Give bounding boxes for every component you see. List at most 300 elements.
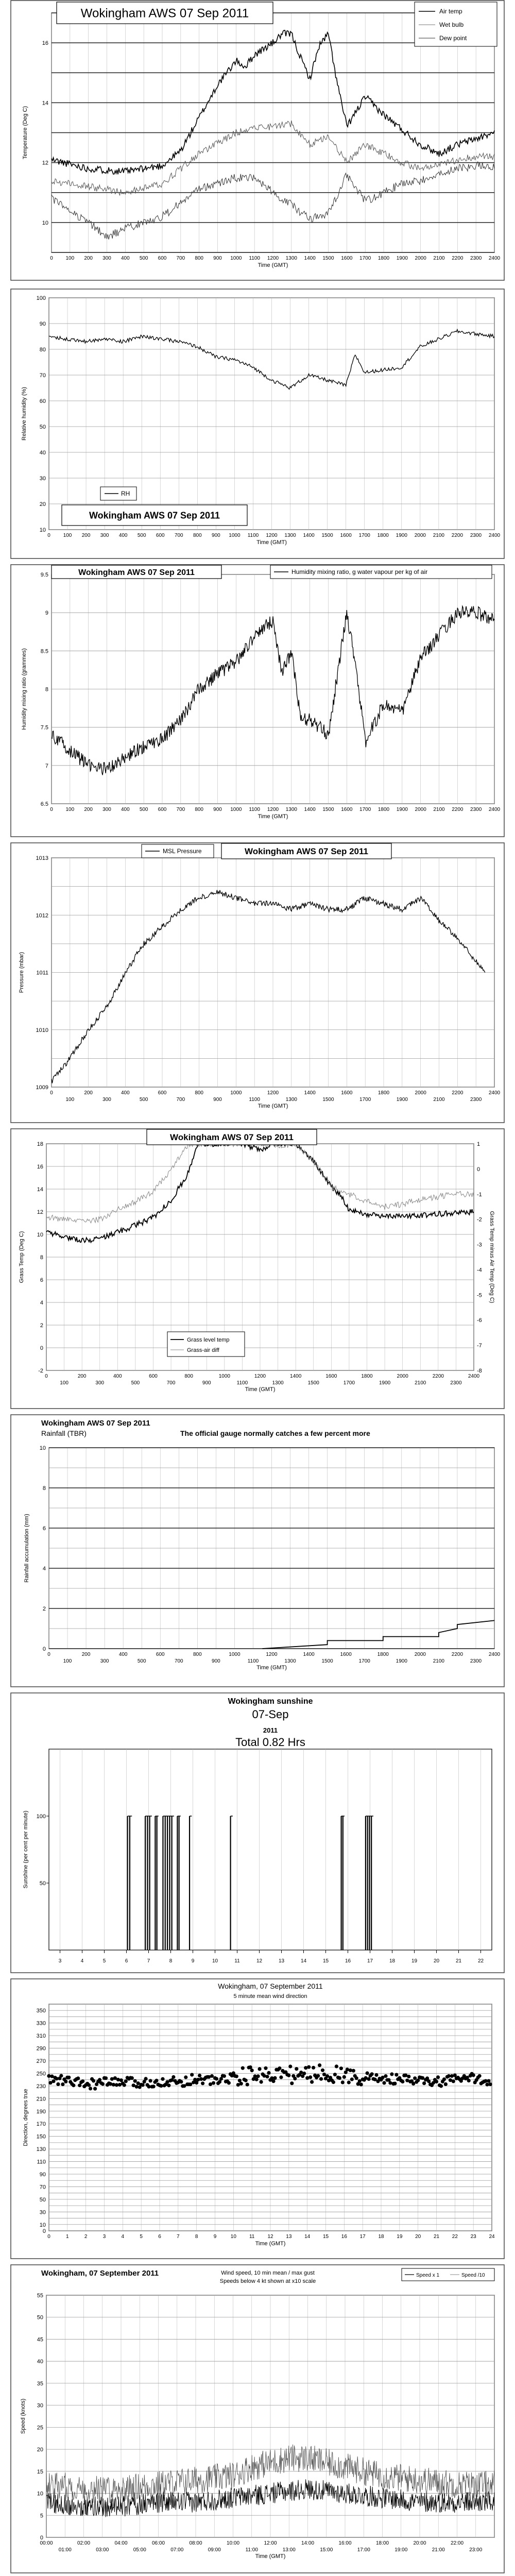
x-tick-label: 1000 (230, 807, 242, 812)
x-tick-label: 1700 (359, 1097, 371, 1103)
direction-point (76, 2076, 80, 2080)
direction-point (161, 2077, 164, 2081)
x-tick-label: 1100 (236, 1380, 248, 1386)
direction-point (141, 2083, 145, 2087)
y-tick-label: 1010 (36, 1027, 48, 1033)
chart-date: 07-Sep (252, 1708, 289, 1721)
direction-point (144, 2077, 148, 2080)
x-tick-label: 1400 (290, 1374, 302, 1379)
x-tick-label: 800 (193, 1652, 202, 1657)
x-tick-label: 1900 (396, 807, 408, 812)
x-tick-label: 16:00 (338, 2540, 352, 2546)
x-tick-label: 2200 (451, 533, 464, 538)
x-tick-label: 22 (452, 2234, 458, 2240)
x-tick-label: 1000 (229, 533, 241, 538)
chart-subtitle: Rainfall (TBR) (41, 1429, 87, 1437)
direction-point (318, 2063, 321, 2067)
x-tick-label: 10:00 (226, 2540, 240, 2546)
chart-year: 2011 (263, 1726, 278, 1734)
direction-point (123, 2083, 126, 2087)
x-tick-label: 23 (470, 2234, 476, 2240)
x-tick-label: 1900 (396, 1097, 408, 1103)
x-tick-label: 6 (125, 1958, 128, 1964)
y-tick-label: 10 (39, 527, 46, 533)
direction-point (307, 2065, 311, 2069)
x-axis-label: Time (GMT) (258, 1103, 288, 1109)
direction-point (92, 2079, 95, 2082)
y-axis-label: Rainfall accumulation (mm) (24, 1514, 30, 1583)
x-tick-label: 2400 (488, 1652, 501, 1657)
x-tick-label: 8 (169, 1958, 173, 1964)
x-tick-label: 400 (113, 1374, 122, 1379)
x-tick-label: 1500 (321, 1658, 333, 1664)
direction-point (308, 2075, 312, 2079)
x-tick-label: 22:00 (450, 2540, 464, 2546)
sunshine-total: Total 0.82 Hrs (235, 1736, 305, 1749)
y-tick-label: 0 (42, 2228, 46, 2234)
x-tick-label: 18 (389, 1958, 396, 1964)
y-tick-label: 1011 (36, 970, 48, 976)
direction-point (258, 2067, 262, 2071)
x-tick-label: 1000 (230, 1090, 242, 1096)
x-tick-label: 2100 (415, 1380, 426, 1386)
direction-point (59, 2074, 63, 2077)
y-tick-label: 50 (37, 2314, 43, 2321)
direction-point (339, 2066, 343, 2070)
panel-border (11, 1415, 504, 1687)
x-tick-label: 19 (397, 2234, 403, 2240)
direction-point (472, 2073, 475, 2077)
y-tick-label: 4 (40, 1300, 43, 1306)
pressure-chart (10, 842, 505, 1123)
x-tick-label: 1400 (304, 1090, 316, 1096)
direction-point (249, 2065, 252, 2069)
direction-point (210, 2074, 214, 2078)
x-tick-label: 1300 (285, 1097, 297, 1103)
y-tick-label: 60 (39, 398, 46, 404)
x-tick-label: 400 (121, 256, 130, 261)
direction-point (124, 2079, 128, 2083)
x-tick-label: 600 (158, 256, 167, 261)
x-tick-label: 300 (102, 256, 111, 261)
y-axis-label-right: Grass Temp minus Air Temp (Deg C) (489, 1211, 495, 1303)
x-tick-label: 1200 (266, 1652, 278, 1657)
direction-point (171, 2075, 175, 2079)
x-tick-label: 16 (341, 2234, 347, 2240)
y-tick-label: 170 (36, 2121, 46, 2128)
direction-point (154, 2079, 158, 2082)
x-tick-label: 1 (66, 2234, 69, 2240)
x-tick-label: 1200 (267, 1090, 279, 1096)
direction-point (93, 2087, 97, 2091)
x-tick-label: 13:00 (282, 2547, 296, 2553)
x-tick-label: 600 (156, 533, 165, 538)
chart-title: Wokingham AWS 07 Sep 2011 (245, 846, 368, 857)
legend-label: Wet bulb (439, 21, 464, 28)
direction-point (179, 2080, 183, 2083)
direction-point (235, 2075, 238, 2078)
direction-point (81, 2079, 84, 2083)
direction-point (342, 2075, 346, 2079)
sunshine-panel (10, 1692, 505, 1973)
wind-speed-chart (10, 2264, 505, 2573)
chart-title: Wokingham, 07 September 2011 (41, 2269, 159, 2278)
direction-point (87, 2083, 91, 2087)
direction-point (350, 2077, 354, 2081)
x-tick-label: 5 (140, 2234, 143, 2240)
x-tick-label: 21 (455, 1958, 462, 1964)
y-tick-label-right: -5 (477, 1292, 482, 1299)
y-tick-label: 7 (45, 762, 48, 769)
x-tick-label: 900 (212, 533, 220, 538)
x-tick-label: 18:00 (375, 2540, 389, 2546)
direction-point (401, 2080, 404, 2083)
x-tick-label: 10 (230, 2234, 236, 2240)
y-tick-label: 50 (39, 2196, 46, 2203)
chart-title: Wokingham AWS 07 Sep 2011 (170, 1132, 294, 1143)
direction-point (290, 2081, 294, 2085)
panel-border (11, 1693, 504, 1973)
x-tick-label: 0 (50, 807, 53, 812)
x-tick-label: 1600 (340, 1652, 352, 1657)
y-tick-label: 40 (39, 450, 46, 456)
y-tick-label-right: -1 (477, 1191, 482, 1198)
x-tick-label: 12 (267, 2234, 273, 2240)
x-tick-label: 6 (158, 2234, 161, 2240)
x-tick-label: 700 (174, 533, 183, 538)
x-tick-label: 1400 (304, 807, 316, 812)
y-axis-label: Sunshine (per cent per minute) (23, 1810, 29, 1889)
x-tick-label: 04:00 (114, 2540, 128, 2546)
direction-point (333, 2073, 337, 2076)
panel-border (11, 1129, 504, 1409)
x-tick-label: 09:00 (208, 2547, 221, 2553)
x-tick-label: 8 (195, 2234, 198, 2240)
x-axis-label: Time (GMT) (256, 539, 287, 546)
x-tick-label: 1900 (379, 1380, 391, 1386)
y-tick-label-right: -6 (477, 1317, 482, 1324)
y-tick-label: 2 (42, 1606, 46, 1612)
direction-point (382, 2081, 386, 2084)
x-tick-label: 300 (102, 1097, 111, 1103)
x-tick-label: 10 (212, 1958, 218, 1964)
x-tick-label: 1700 (358, 533, 370, 538)
direction-point (67, 2076, 71, 2079)
panel-border (11, 2265, 504, 2573)
x-tick-label: 20:00 (413, 2540, 426, 2546)
x-tick-label: 700 (176, 1097, 185, 1103)
x-tick-label: 11 (234, 1958, 240, 1964)
y-tick-label: 0 (40, 2535, 43, 2541)
mixing-ratio-panel (10, 564, 505, 837)
x-tick-label: 14 (304, 2234, 311, 2240)
direction-point (467, 2079, 471, 2082)
y-tick-label: 250 (36, 2071, 46, 2077)
direction-point (442, 2077, 446, 2081)
y-tick-label: 18 (37, 1141, 43, 1147)
direction-point (302, 2072, 306, 2075)
x-tick-label: 1300 (284, 533, 296, 538)
x-tick-label: 2000 (415, 807, 426, 812)
y-tick-label: 45 (37, 2336, 43, 2343)
legend-label: Grass level temp (187, 1337, 230, 1343)
pressure-panel (10, 842, 505, 1123)
direction-point (390, 2072, 393, 2076)
chart-note: The official gauge normally catches a few percent more (180, 1429, 370, 1437)
y-tick-label: 50 (39, 424, 46, 430)
direction-point (444, 2082, 448, 2086)
x-tick-label: 07:00 (170, 2547, 184, 2553)
x-tick-label: 22 (477, 1958, 484, 1964)
x-tick-label: 500 (139, 256, 148, 261)
y-tick-label: 20 (37, 2447, 43, 2453)
chart-title: Wokingham AWS 07 Sep 2011 (89, 510, 220, 521)
temperature-chart (10, 0, 505, 281)
x-axis-label: Time (GMT) (258, 814, 288, 820)
x-tick-label: 1400 (304, 256, 316, 261)
y-tick-label: 8 (40, 1255, 43, 1261)
x-tick-label: 1900 (396, 1658, 407, 1664)
direction-point (367, 2077, 371, 2081)
x-tick-label: 200 (84, 1090, 93, 1096)
x-tick-label: 1200 (266, 533, 278, 538)
direction-point (293, 2077, 297, 2080)
y-tick-label: 12 (37, 1209, 43, 1215)
y-tick-label: 1012 (36, 912, 48, 919)
x-tick-label: 800 (193, 533, 202, 538)
x-tick-label: 7 (147, 1958, 150, 1964)
y-tick-label: 330 (36, 2020, 46, 2027)
wind-speed-panel (10, 2264, 505, 2573)
x-tick-label: 15 (322, 2234, 329, 2240)
direction-point (273, 2076, 277, 2080)
x-tick-label: 0 (50, 1090, 53, 1096)
x-tick-label: 14:00 (301, 2540, 315, 2546)
direction-point (374, 2073, 378, 2077)
direction-point (190, 2073, 194, 2077)
x-tick-label: 800 (195, 1090, 204, 1096)
x-tick-label: 200 (77, 1374, 87, 1379)
direction-point (222, 2074, 226, 2078)
direction-point (332, 2080, 335, 2084)
x-tick-label: 300 (100, 1658, 109, 1664)
x-tick-label: 2200 (432, 1374, 444, 1379)
x-tick-label: 900 (213, 1097, 222, 1103)
x-tick-label: 600 (158, 807, 167, 812)
y-tick-label: 0 (40, 1345, 43, 1351)
x-tick-label: 1000 (218, 1374, 230, 1379)
direction-point (359, 2083, 363, 2087)
x-tick-label: 17 (359, 2234, 366, 2240)
x-tick-label: 24 (489, 2234, 495, 2240)
x-tick-label: 300 (102, 807, 111, 812)
x-tick-label: 05:00 (133, 2547, 146, 2553)
direction-point (393, 2082, 397, 2086)
x-tick-label: 2200 (452, 256, 464, 261)
x-tick-label: 1300 (272, 1380, 284, 1386)
x-tick-label: 800 (195, 256, 204, 261)
x-tick-label: 1800 (377, 807, 390, 812)
x-tick-label: 1400 (303, 1652, 315, 1657)
direction-point (347, 2080, 351, 2084)
direction-point (64, 2080, 67, 2083)
x-tick-label: 1100 (249, 1097, 260, 1103)
x-tick-label: 1800 (377, 1652, 389, 1657)
direction-point (488, 2082, 492, 2086)
y-tick-label: 10 (39, 1445, 46, 1451)
mixing-ratio-chart (10, 564, 505, 837)
x-tick-label: 2000 (415, 1090, 426, 1096)
x-axis-label: Time (GMT) (256, 1665, 287, 1671)
x-tick-label: 3 (102, 2234, 106, 2240)
y-tick-label: 90 (39, 321, 46, 327)
grass-temp-panel (10, 1128, 505, 1409)
direction-point (61, 2082, 64, 2086)
y-tick-label: 6 (42, 1526, 46, 1532)
y-tick-label: 9 (45, 610, 48, 617)
x-tick-label: 100 (65, 807, 75, 812)
x-tick-label: 700 (166, 1380, 176, 1386)
x-tick-label: 400 (118, 533, 128, 538)
y-tick-label-right: -3 (477, 1242, 482, 1248)
y-tick-label: 150 (36, 2133, 46, 2140)
direction-point (422, 2081, 426, 2085)
direction-point (310, 2080, 314, 2084)
x-tick-label: 700 (174, 1658, 183, 1664)
x-tick-label: 800 (195, 807, 204, 812)
x-tick-label: 400 (121, 1090, 130, 1096)
y-tick-label: 8 (42, 1485, 46, 1492)
x-tick-label: 2100 (433, 1658, 444, 1664)
chart-title: Wokingham sunshine (228, 1697, 313, 1706)
y-tick-label: 9.5 (40, 572, 48, 578)
x-tick-label: 21:00 (432, 2547, 445, 2553)
wind-direction-chart (10, 1978, 505, 2259)
x-tick-label: 18 (378, 2234, 384, 2240)
direction-point (227, 2081, 231, 2084)
x-tick-label: 700 (176, 807, 185, 812)
y-tick-label: 100 (36, 1814, 46, 1820)
y-tick-label: 70 (39, 2184, 46, 2191)
x-tick-label: 1500 (322, 807, 334, 812)
panel-border (11, 1979, 504, 2259)
x-tick-label: 3 (58, 1958, 62, 1964)
sunshine-chart (10, 1692, 505, 1973)
chart-subtitle: 5 minute mean wind direction (233, 1993, 307, 1999)
direction-point (98, 2078, 101, 2081)
x-tick-label: 500 (139, 807, 148, 812)
y-tick-label: 16 (37, 1164, 43, 1170)
x-tick-label: 900 (213, 256, 222, 261)
chart-subtitle-2: Speeds below 4 kt shown at x10 scale (219, 2278, 316, 2284)
x-tick-label: 20 (433, 1958, 440, 1964)
direction-point (271, 2079, 275, 2083)
direction-point (212, 2081, 215, 2085)
direction-point (56, 2082, 60, 2086)
x-tick-label: 1700 (359, 807, 371, 812)
rainfall-panel (10, 1414, 505, 1687)
x-tick-label: 1700 (343, 1380, 355, 1386)
x-tick-label: 1600 (325, 1374, 337, 1379)
x-tick-label: 1500 (321, 533, 333, 538)
x-tick-label: 02:00 (77, 2540, 91, 2546)
y-tick-label-right: -4 (477, 1267, 482, 1274)
direction-point (152, 2084, 156, 2088)
x-tick-label: 12:00 (264, 2540, 277, 2546)
y-tick-label: 35 (37, 2380, 43, 2387)
x-tick-label: 5 (102, 1958, 106, 1964)
x-tick-label: 0 (50, 256, 53, 261)
y-tick-label: 6 (40, 1277, 43, 1283)
x-tick-label: 300 (95, 1380, 105, 1386)
y-tick-label: 130 (36, 2146, 46, 2153)
y-tick-label-right: -7 (477, 1343, 482, 1349)
y-tick-label: 270 (36, 2058, 46, 2064)
direction-point (370, 2072, 374, 2076)
x-tick-label: 1500 (307, 1380, 319, 1386)
x-tick-label: 900 (213, 807, 222, 812)
legend-label: Speed x 1 (416, 2273, 440, 2278)
direction-point (184, 2075, 187, 2079)
direction-point (72, 2083, 75, 2087)
direction-point (413, 2076, 417, 2080)
direction-point (407, 2075, 410, 2078)
direction-point (260, 2080, 263, 2083)
x-tick-label: 08:00 (189, 2540, 202, 2546)
y-tick-label: 10 (39, 2222, 46, 2228)
legend-label: Dew point (439, 35, 467, 42)
x-tick-label: 1100 (249, 807, 260, 812)
x-tick-label: 2100 (433, 807, 445, 812)
y-axis-label: Humidity mixing ratio (grammes) (21, 648, 27, 730)
direction-point (89, 2087, 92, 2090)
y-tick-label: 30 (39, 476, 46, 482)
direction-point (267, 2071, 270, 2075)
y-tick-label: 230 (36, 2083, 46, 2090)
x-tick-label: 21 (433, 2234, 440, 2240)
chart-title: Wokingham AWS 07 Sep 2011 (78, 568, 195, 577)
x-tick-label: 7 (177, 2234, 180, 2240)
x-tick-label: 1900 (396, 256, 408, 261)
x-tick-label: 2300 (470, 256, 482, 261)
direction-point (288, 2064, 292, 2068)
chart-title: Wokingham AWS 07 Sep 2011 (41, 1419, 150, 1428)
y-axis-label: Direction, degrees true (23, 2089, 29, 2146)
y-tick-label: 4 (42, 1566, 46, 1572)
direction-point (255, 2078, 259, 2081)
direction-point (316, 2074, 320, 2078)
x-tick-label: 1700 (358, 1658, 370, 1664)
x-tick-label: 500 (131, 1380, 140, 1386)
direction-point (335, 2064, 338, 2068)
y-tick-label: 15 (37, 2468, 43, 2475)
x-tick-label: 100 (65, 256, 75, 261)
direction-point (366, 2071, 369, 2075)
x-tick-label: 16 (345, 1958, 351, 1964)
x-tick-label: 06:00 (151, 2540, 165, 2546)
direction-point (452, 2079, 455, 2083)
x-tick-label: 0 (45, 1374, 48, 1379)
legend-label: Grass-air diff (187, 1347, 219, 1353)
y-tick-label: 2 (40, 1323, 43, 1329)
x-tick-label: 9 (213, 2234, 217, 2240)
x-tick-label: 2400 (488, 1090, 501, 1096)
direction-point (201, 2081, 204, 2085)
direction-point (478, 2074, 482, 2078)
x-tick-label: 1100 (247, 533, 259, 538)
x-tick-label: 14 (300, 1958, 307, 1964)
direction-point (104, 2076, 108, 2080)
